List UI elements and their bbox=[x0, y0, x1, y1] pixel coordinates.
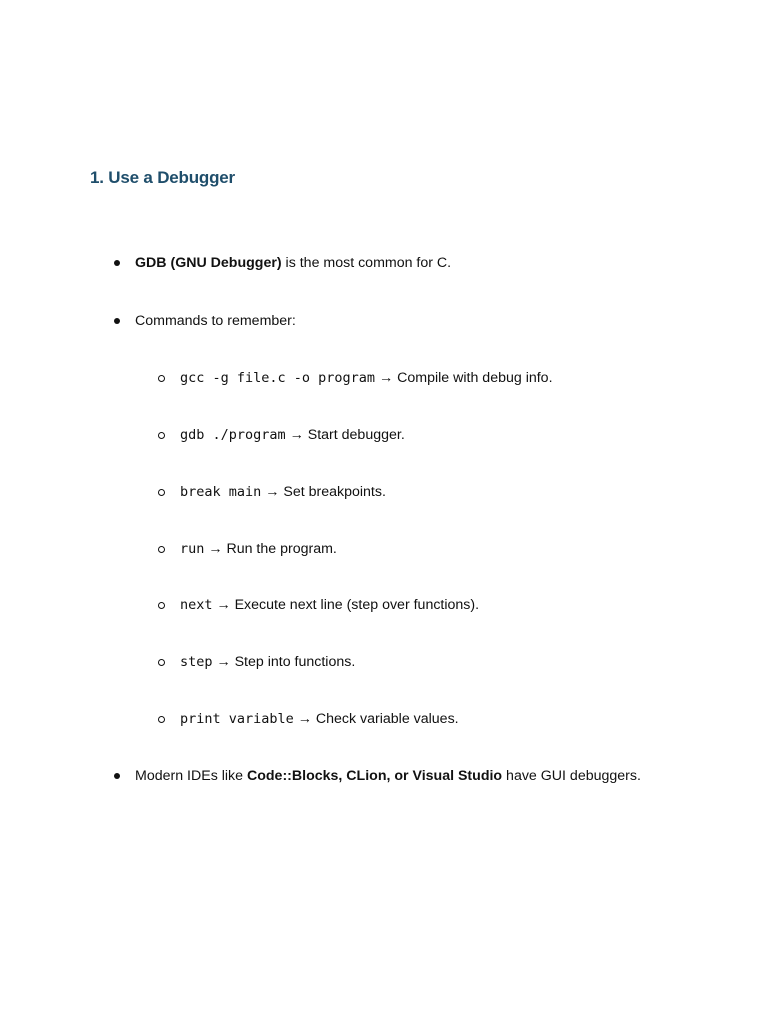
command-item bbox=[180, 426, 405, 444]
arrow-glyph: → bbox=[285, 427, 308, 443]
command-item bbox=[180, 483, 386, 501]
arrow-glyph: → bbox=[204, 541, 227, 557]
command-code: break main bbox=[180, 484, 262, 500]
command-desc: Step into functions. bbox=[234, 654, 356, 670]
command-desc: Set breakpoints. bbox=[283, 484, 386, 500]
command-desc: Run the program. bbox=[226, 541, 337, 557]
sub-bullet-circle bbox=[158, 375, 165, 382]
arrow-glyph: → bbox=[261, 484, 284, 500]
bullet-dot bbox=[114, 773, 120, 779]
command-item bbox=[180, 653, 355, 671]
sub-bullet-circle bbox=[158, 432, 165, 439]
list-item-ides bbox=[135, 767, 641, 785]
sub-bullet-circle bbox=[158, 716, 165, 723]
sub-bullet-circle bbox=[158, 659, 165, 666]
command-item bbox=[180, 710, 459, 728]
ides-after-text: have GUI debuggers. bbox=[502, 768, 641, 784]
arrow-glyph: → bbox=[293, 711, 316, 727]
command-code: run bbox=[180, 541, 205, 557]
arrow-glyph: → bbox=[375, 370, 398, 386]
sub-bullet-circle bbox=[158, 489, 165, 496]
ides-before-text: Modern IDEs like bbox=[135, 768, 247, 784]
arrow-glyph: → bbox=[212, 654, 235, 670]
bullet-dot bbox=[114, 318, 120, 324]
list-item-commands-intro: Commands to remember: bbox=[135, 313, 296, 329]
sub-bullet-circle bbox=[158, 602, 165, 609]
section-heading: 1. Use a Debugger bbox=[90, 168, 235, 187]
command-item bbox=[180, 369, 553, 387]
command-desc: Start debugger. bbox=[307, 427, 405, 443]
command-item bbox=[180, 540, 337, 558]
command-desc: Compile with debug info. bbox=[397, 370, 553, 386]
bullet-dot bbox=[114, 260, 120, 266]
arrow-glyph: → bbox=[212, 597, 235, 613]
command-desc: Check variable values. bbox=[315, 711, 459, 727]
gdb-rest-text: is the most common for C. bbox=[281, 255, 452, 271]
command-code: step bbox=[180, 654, 213, 670]
gdb-bold-text: GDB (GNU Debugger) bbox=[135, 255, 282, 271]
command-code: gcc -g file.c -o program bbox=[180, 370, 376, 386]
command-code: print variable bbox=[180, 711, 294, 727]
ides-bold-text: Code::Blocks, CLion, or Visual Studio bbox=[246, 768, 503, 784]
command-desc: Execute next line (step over functions). bbox=[234, 597, 480, 613]
list-item-gdb bbox=[135, 254, 451, 272]
sub-bullet-circle bbox=[158, 546, 165, 553]
command-code: gdb ./program bbox=[180, 427, 286, 443]
command-code: next bbox=[180, 597, 213, 613]
command-item bbox=[180, 596, 479, 614]
